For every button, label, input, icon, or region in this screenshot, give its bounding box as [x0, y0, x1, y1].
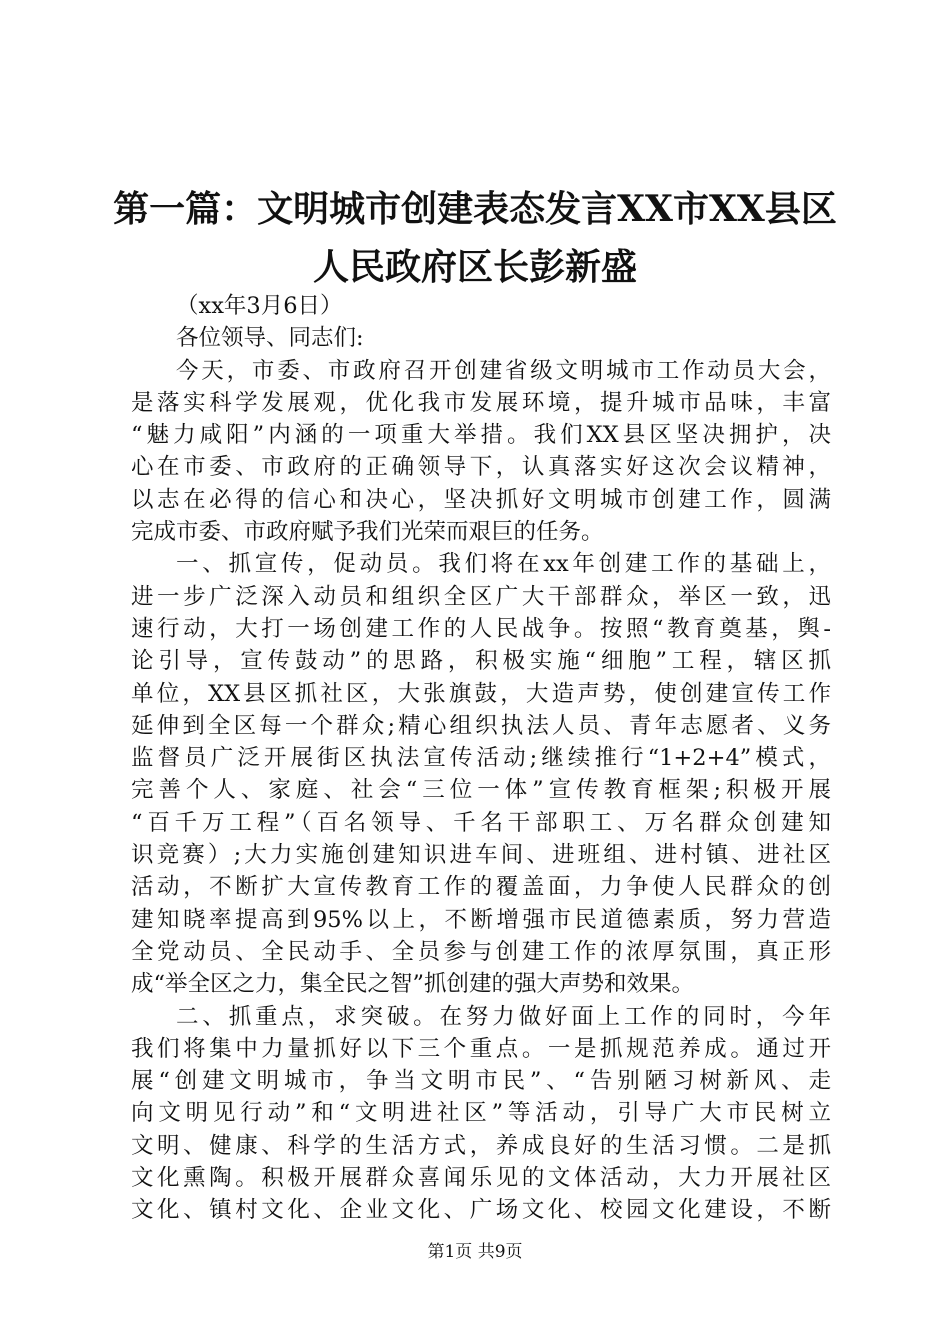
body-line: 向文明见行动”和“文明进社区”等活动，引导广大市民树立	[131, 1100, 831, 1127]
greeting-line: 各位领导、同志们:	[176, 325, 364, 352]
page-footer	[0, 1240, 950, 1264]
body-line: 全党动员、全民动手、全员参与创建工作的浓厚氛围，真正形	[131, 938, 831, 965]
body-line: 建知晓率提高到95%以上，不断增强市民道德素质，努力营造	[131, 906, 831, 933]
body-line: 我们将集中力量抓好以下三个重点。一是抓规范养成。通过开	[131, 1035, 831, 1062]
body-line: 一、抓宣传，促动员。我们将在xx年创建工作的基础上，	[176, 551, 831, 578]
body-line: 单位，XX县区抓社区，大张旗鼓，大造声势，使创建宣传工作	[131, 680, 831, 707]
body-line: 成“举全区之力，集全民之智”抓创建的强大声势和效果。	[131, 971, 695, 998]
body-line: 二、抓重点，求突破。在努力做好面上工作的同时，今年	[176, 1003, 831, 1030]
body-line: 延伸到全区每一个群众;精心组织执法人员、青年志愿者、义务	[131, 712, 831, 739]
body-line: 展“创建文明城市，争当文明市民”、“告别陋习树新风、走	[131, 1068, 831, 1095]
body-line: 文明、健康、科学的生活方式，养成良好的生活习惯。二是抓	[131, 1132, 831, 1159]
body-line: 完善个人、家庭、社会“三位一体”宣传教育框架;积极开展	[131, 777, 831, 804]
body-line: “百千万工程”（百名领导、千名干部职工、万名群众创建知	[131, 809, 831, 836]
body-line: 论引导，宣传鼓动”的思路，积极实施“细胞”工程，辖区抓	[131, 648, 831, 675]
body-line: 进一步广泛深入动员和组织全区广大干部群众，举区一致，迅	[131, 583, 831, 610]
body-line: 以志在必得的信心和决心，坚决抓好文明城市创建工作，圆满	[131, 486, 831, 513]
date-line: （xx年3月6日）	[176, 293, 343, 319]
body-line: 今天，市委、市政府召开创建省级文明城市工作动员大会，	[176, 357, 831, 384]
body-line: 活动，不断扩大宣传教育工作的覆盖面，力争使人民群众的创	[131, 874, 831, 901]
document-body	[131, 290, 831, 1227]
body-line: 是落实科学发展观，优化我市发展环境，提升城市品味，丰富	[131, 389, 831, 416]
document-title	[100, 180, 850, 296]
title-line-2: 人民政府区长彭新盛	[312, 246, 637, 288]
body-line: 心在市委、市政府的正确领导下，认真落实好这次会议精神，	[131, 454, 831, 481]
body-line: 识竞赛）;大力实施创建知识进车间、进班组、进村镇、进社区	[131, 842, 831, 869]
body-line: 完成市委、市政府赋予我们光荣而艰巨的任务。	[131, 519, 604, 546]
body-line: 监督员广泛开展街区执法宣传活动;继续推行“1+2+4”模式，	[131, 745, 831, 772]
body-line: 文化熏陶。积极开展群众喜闻乐见的文体活动，大力开展社区	[131, 1165, 831, 1192]
body-line: 文化、镇村文化、企业文化、广场文化、校园文化建设，不断	[131, 1197, 831, 1224]
page-number: 第1页 共9页	[427, 1242, 523, 1262]
title-line-1: 第一篇：文明城市创建表态发言XX市XX县区	[113, 188, 837, 230]
body-line: “魅力咸阳”内涵的一项重大举措。我们XX县区坚决拥护，决	[131, 422, 831, 449]
body-line: 速行动，大打一场创建工作的人民战争。按照“教育奠基，舆-	[131, 615, 831, 642]
